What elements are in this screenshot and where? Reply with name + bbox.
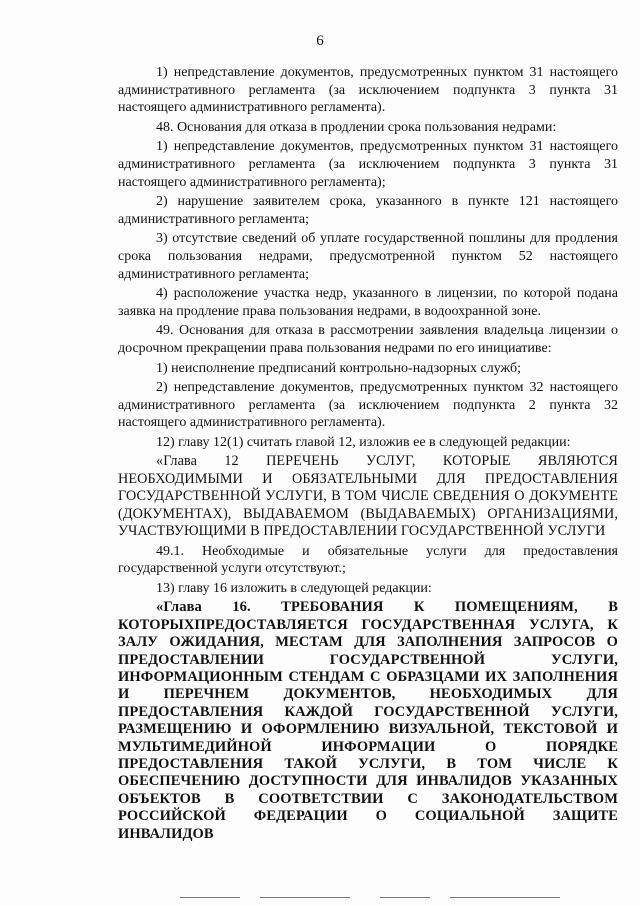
paragraph-amendment-12: 12) главу 12(1) считать главой 12, изложив ее в следующей редакции: <box>156 434 571 450</box>
paragraph-amendment-13: 13) главу 16 изложить в следующей редакции: <box>156 580 432 596</box>
scan-edge-marks <box>180 895 600 901</box>
chapter-12-heading: «Глава 12 ПЕРЕЧЕНЬ УСЛУГ, КОТОРЫЕ ЯВЛЯЮТСЯ НЕОБХОДИМЫМИ И ОБЯЗАТЕЛЬНЫМИ ДЛЯ ПРЕДОСТАВЛЕНИЯ ГОСУДАРСТВЕННОЙ УСЛУГИ, В ТОМ ЧИСЛЕ СВЕДЕНИЯ О ДОКУМЕНТЕ (ДОКУМЕНТАХ), ВЫДАВАЕМОМ (ВЫДАВАЕМЫХ) ОРГАНИЗАЦИЯМИ, УЧАСТВУЮЩИМИ В ПРЕДОСТАВЛЕНИИ ГОСУДАРСТВЕННОЙ УСЛУГИ <box>118 453 618 540</box>
paragraph-item-1-note: 1) непредставление документов, предусмотренных пунктом 31 настоящего административного регламента (за исключением подпункта 3 пункта 31 настоящего административного регламента). <box>118 65 618 116</box>
paragraph-section-49-1: 49.1. Необходимые и обязательные услуги для предоставления государственной услуги отсутствуют.; <box>118 543 618 577</box>
chapter-16-heading: «Глава 16. ТРЕБОВАНИЯ К ПОМЕЩЕНИЯМ, В КОТОРЫХПРЕДОСТАВЛЯЕТСЯ ГОСУДАРСТВЕННАЯ УСЛУГА, К ЗАЛУ ОЖИДАНИЯ, МЕСТАМ ДЛЯ ЗАПОЛНЕНИЯ ЗАПРОСОВ О ПРЕДОСТАВЛЕНИИ ГОСУДАРСТВЕННОЙ УСЛУГИ, ИНФОРМАЦИОННЫМ СТЕНДАМ С ОБРАЗЦАМИ ИХ ЗАПОЛНЕНИЯ И ПЕРЕЧНЕМ ДОКУМЕНТОВ, НЕОБХОДИМЫХ ДЛЯ ПРЕДОСТАВЛЕНИЯ КАЖДОЙ ГОСУДАРСТВЕННОЙ УСЛУГИ, РАЗМЕЩЕНИЮ И ОФОРМЛЕНИЮ ВИЗУАЛЬНОЙ, ТЕКСТОВОЙ И МУЛЬТИМЕДИЙНОЙ ИНФОРМАЦИИ О ПОРЯДКЕ ПРЕДОСТАВЛЕНИЯ ТАКОЙ УСЛУГИ, В ТОМ ЧИСЛЕ К ОБЕСПЕЧЕНИЮ ДОСТУПНОСТИ ДЛЯ ИНВАЛИДОВ УКАЗАННЫХ ОБЪЕКТОВ В СООТВЕТСТВИИ С ЗАКОНОДАТЕЛЬСТВОМ РОССИЙСКОЙ ФЕДЕРАЦИИ О СОЦИАЛЬНОЙ ЗАЩИТЕ ИНВАЛИДОВ <box>118 599 618 842</box>
paragraph-49-item-1: 1) неисполнение предписаний контрольно-надзорных служб; <box>156 360 522 376</box>
paragraph-section-48: 48. Основания для отказа в продлении срока пользования недрами: <box>156 119 557 135</box>
page-number: 6 <box>316 33 324 49</box>
paragraph-48-item-3: 3) отсутствие сведений об уплате государственной пошлины для продления срока пользования недрами, предусмотренной пунктом 52 настоящего административного регламента; <box>118 231 618 282</box>
paragraph-48-item-2: 2) нарушение заявителем срока, указанного в пункте 121 настоящего административного регламента; <box>118 194 618 227</box>
paragraph-48-item-4: 4) расположение участка недр, указанного в лицензии, по которой подана заявка на продление права пользования недрами, в водоохранной зоне. <box>118 286 618 319</box>
paragraph-49-item-2: 2) непредставление документов, предусмотренных пунктом 32 настоящего административного регламента (за исключением подпункта 2 пункта 32 настоящего административного регламента). <box>118 380 618 431</box>
paragraph-section-49: 49. Основания для отказа в рассмотрении заявления владельца лицензии о досрочном прекращении права пользования недрами по его инициативе: <box>118 323 618 356</box>
document-body <box>118 64 618 845</box>
paragraph-48-item-1: 1) непредставление документов, предусмотренных пунктом 31 настоящего административного регламента (за исключением подпункта 3 пункта 31 настоящего административного регламента); <box>118 139 618 190</box>
